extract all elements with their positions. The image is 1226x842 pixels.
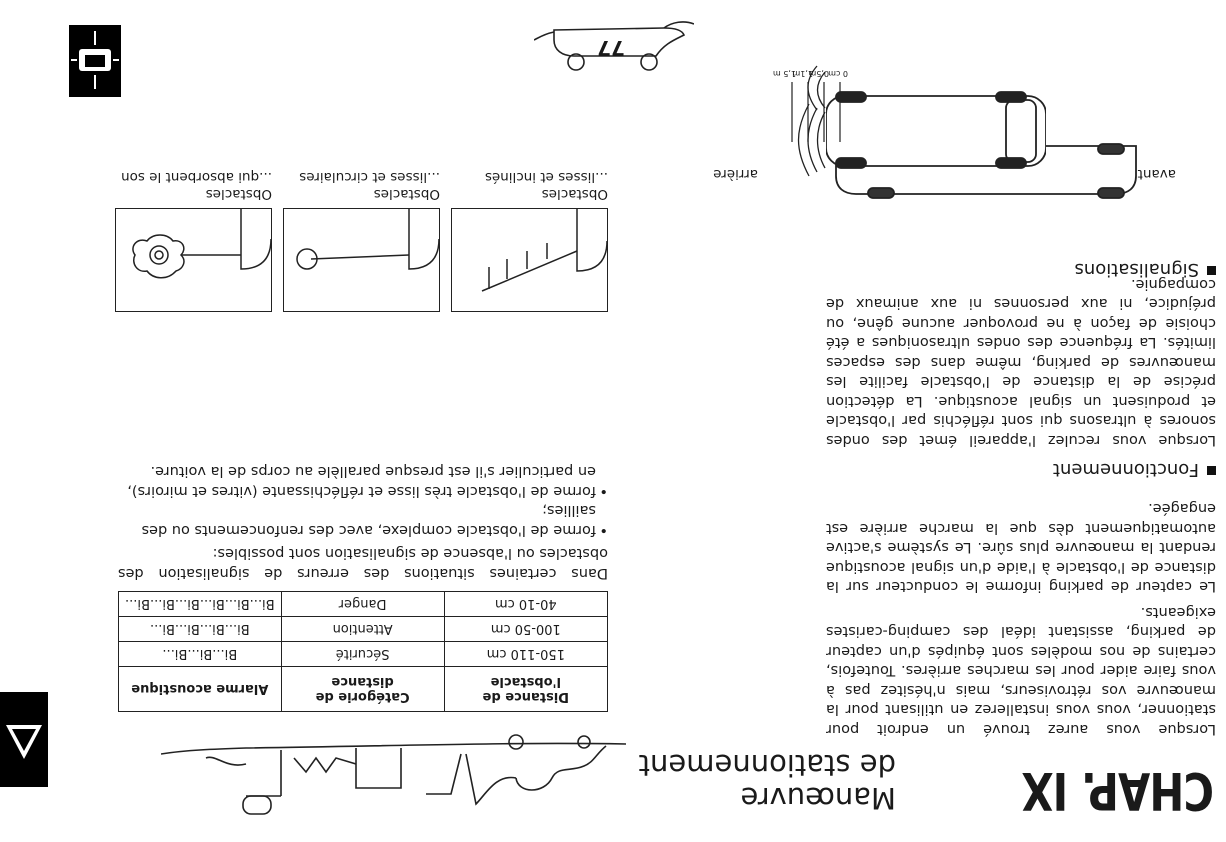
- fonctionnement-heading: Fonctionnement: [826, 459, 1216, 480]
- fonctionnement-section: [826, 274, 1216, 481]
- table-row: [119, 642, 608, 667]
- obstacle-box-round: [283, 208, 440, 312]
- errors-list: [118, 461, 608, 539]
- absorbent-obstacle-drawing: [116, 209, 271, 311]
- caption-title: Obstacles: [205, 186, 272, 202]
- table-cell: 40-10 cm: [444, 592, 607, 617]
- table-cell: 150-110 cm: [444, 642, 607, 667]
- distance-tick-2: 1,1m: [792, 69, 813, 78]
- distance-tick-1: 0,5m: [808, 69, 829, 78]
- page-title: [639, 748, 896, 814]
- chapter-number: CHAP. IX: [1022, 760, 1214, 820]
- obstacle-box-sloped: [451, 208, 608, 312]
- caption-desc: ...lisses et inclinés: [484, 169, 608, 185]
- warning-triangle-icon: [0, 692, 48, 787]
- table-cell: 100-50 cm: [444, 617, 607, 642]
- errors-intro: Dans certaines situations des erreurs de signalisation des obstacles ou l'absence de signalisation sont possibles:: [118, 545, 608, 581]
- table-header-distance: Distance de l'obstacle: [444, 667, 607, 712]
- page-number: 77: [597, 36, 625, 60]
- table-cell: Bi...Bi...Bi...Bi...: [119, 617, 282, 642]
- table-cell: Danger: [281, 592, 444, 617]
- chapter-tab: [0, 692, 48, 787]
- vehicle-line-drawing: [161, 724, 626, 824]
- title-line-1: Manœuvre: [740, 781, 896, 815]
- fonctionnement-paragraph: Lorsque vous reculez l'appareil émet des ondes sonores à ultrasons qui sont réfléchis par l'obstacle et produisent un signal acoustique. La détection précise de la distance de l'obstacle facilite les manœuvres de parking, même dans des espaces limités. La fréquence des ondes ultrasoniques a été choisie de façon à ne provoquer aucune gêne, ou préjudice, ni aux personnes ni aux animaux de compagnie.: [826, 276, 1216, 448]
- table-cell: Bi...Bi...Bi...: [119, 642, 282, 667]
- caption-desc: ...lisses et circulaires: [299, 169, 440, 185]
- front-label: avant: [1137, 166, 1176, 182]
- round-obstacle-drawing: [284, 209, 439, 311]
- errors-section: [118, 461, 608, 582]
- car-tab: [69, 25, 121, 97]
- intro-paragraph-1: Lorsque vous aurez trouvé un endroit pour stationner, vous vous installerez en utilisant pour la manœuvre vos rétroviseurs, mais n'hésitez pas à vous faire aider pour les marches arrières. Toutefois, certains de nos modèles sont équipés d'un capteur de parking, assistant idéal des camping-caristes exigeants.: [826, 604, 1216, 737]
- title-line-2: de stationnement: [638, 748, 896, 782]
- table-cell: Attention: [281, 617, 444, 642]
- signalisations-heading: Signalisations: [826, 259, 1216, 280]
- distance-tick-3: 1,5 m: [772, 69, 796, 78]
- sensor-diagram-car: [826, 32, 1046, 242]
- table-cell: Bi...Bi...Bi...Bi...Bi...Bi...: [119, 592, 282, 617]
- table-header-alarm: Alarme acoustique: [119, 667, 282, 712]
- rear-label: arrière: [713, 166, 758, 182]
- parking-car-icon: [69, 25, 121, 97]
- obstacle-caption-absorbent: [117, 168, 272, 202]
- caption-title: Obstacles: [373, 186, 440, 202]
- table-header-category: Catégorie de distance: [281, 667, 444, 712]
- caption-desc: ...qui absorbent le son: [121, 169, 272, 185]
- intro-section: [826, 498, 1216, 738]
- list-item: • forme de l'obstacle complexe, avec des renfoncements ou des saillies;: [118, 500, 608, 539]
- sloped-obstacle-drawing: [452, 209, 607, 311]
- obstacle-box-absorbent: [115, 208, 272, 312]
- table-row: [119, 617, 608, 642]
- table-header-row: [119, 667, 608, 712]
- alarm-table: [118, 591, 608, 712]
- intro-paragraph-2: Le capteur de parking informe le conducteur sur la distance de l'obstacle à l'aide d'un signal acoustique rendant la manœuvre plus sûre. Le système s'active automatiquement dès que la marche arrière est engagée.: [826, 500, 1216, 595]
- obstacle-caption-sloped: [453, 168, 608, 202]
- list-item: • forme de l'obstacle très lisse et réfléchissante (vitres et miroirs), en particulier s'il est presque parallèle au corps de la voiture.: [118, 461, 608, 500]
- signalisations-section: [826, 259, 1216, 280]
- obstacle-caption-round: [285, 168, 440, 202]
- table-row: [119, 592, 608, 617]
- distance-tick-0: 0 cm: [828, 69, 848, 78]
- caption-title: Obstacles: [541, 186, 608, 202]
- table-cell: Sécurité: [281, 642, 444, 667]
